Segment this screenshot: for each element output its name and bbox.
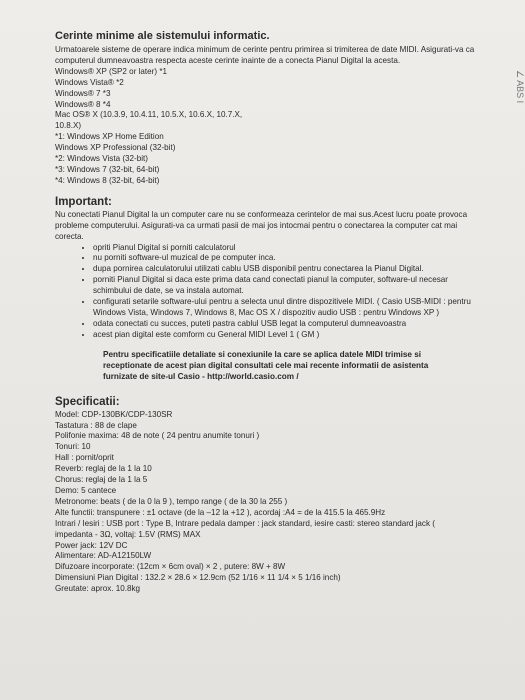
spec-line: Reverb: reglaj de la 1 la 10	[55, 464, 152, 474]
list-item: • opriti Pianul Digital si porniti calculatorul	[93, 243, 475, 254]
os-list	[55, 67, 475, 187]
os-line: Windows® 7 *3	[55, 88, 111, 98]
steps-list	[55, 243, 475, 341]
list-item: • odata conectati cu succes, puteti pastra cablul USB legat la computerul dumneavoastra	[93, 319, 475, 330]
list-item: • dupa pornirea calculatorului utilizati cablu USB disponibil pentru conectarea la Pianul Digital.	[93, 264, 475, 275]
spec-line: Polifonie maxima: 48 de note ( 24 pentru anumite tonuri )	[55, 431, 260, 441]
os-line: Mac OS® X (10.3.9, 10.4.11, 10.5.X, 10.6.X, 10.7.X,	[55, 110, 243, 120]
spec-line: Alimentare: AD-A12150LW	[55, 551, 152, 561]
requirements-title: Cerinte minime ale sistemului informatic.	[55, 30, 270, 42]
os-line: Windows® 8 *4	[55, 99, 111, 109]
spec-line: Metronome: beats ( de la 0 la 9 ), tempo range ( de la 30 la 255 )	[55, 496, 288, 506]
important-intro: Nu conectati Pianul Digital la un computer care nu se conformeaza cerintelor de mai sus.Acest lucru poate provoca probleme computerului. Asigurati-va ca urmati pasii de mai jos intocmai pentru o conectarea la computer cat mai corecta.	[55, 209, 468, 241]
spec-line: impedanta - 3Ω, voltaj: 1.5V (RMS) MAX	[55, 529, 201, 539]
specs-title: Specificatii:	[55, 395, 120, 408]
spec-line: Power jack: 12V DC	[55, 540, 128, 550]
os-note: *2: Windows Vista (32-bit)	[55, 154, 148, 164]
os-line: 10.8.X)	[55, 121, 82, 131]
list-item: • acest pian digital este comform cu General MIDI Level 1 ( GM )	[93, 330, 475, 341]
os-note: *4: Windows 8 (32-bit, 64-bit)	[55, 175, 160, 185]
spec-line: Model: CDP-130BK/CDP-130SR	[55, 409, 173, 419]
spec-line: Intrari / Iesiri : USB port : Type B, Intrare pedala damper : jack standard, iesire casti: stereo standard jack (	[55, 518, 435, 528]
list-item: • nu porniti software-ul muzical de pe computer inca.	[93, 253, 475, 264]
spec-line: Demo: 5 cantece	[55, 486, 117, 495]
requirements-intro: Urmatoarele sisteme de operare indica minimum de cerinte pentru primirea si trimiterea de date MIDI. Asigurati-va ca computerul dumneavoastra respecta aceste cerinte inainte de a conecta Pianul Digital la acesta.	[55, 45, 475, 65]
page-edge-text: ∠ ABS I	[515, 70, 525, 104]
os-line: Windows® XP (SP2 or later) *1	[55, 66, 167, 76]
os-line: Windows Vista® *2	[55, 77, 124, 87]
list-item: • configurati setarile software-ului pentru a selecta unul dintre dispozitivele MIDI. ( Casio USB-MIDI : pentru Windows Vista, Windows 7, Windows 8, Mac OS X / dispozitiv audio USB : pentru Windows XP )	[93, 297, 475, 319]
document-content	[55, 30, 475, 595]
spec-line: Dimensiuni Pian Digital : 132.2 × 28.6 × 12.9cm (52 1/16 × 11 1/4 × 5 1/16 inch)	[55, 573, 341, 583]
spec-line: Chorus: reglaj de la 1 la 5	[55, 475, 148, 485]
list-item: • porniti Pianul Digital si daca este prima data cand conectati pianul la computer, software-ul necesar schimbului de date, se va instala automat.	[93, 275, 475, 297]
os-note: Windows XP Professional (32-bit)	[55, 143, 176, 153]
important-title: Important:	[55, 195, 112, 208]
important-section	[55, 196, 475, 382]
os-note: *3: Windows 7 (32-bit, 64-bit)	[55, 164, 160, 174]
spec-line: Difuzoare incorporate: (12cm × 6cm oval) × 2 , putere: 8W + 8W	[55, 562, 286, 572]
spec-line: Greutate: aprox. 10.8kg	[55, 584, 141, 594]
support-note: Pentru specificatiile detaliate si conexiunile la care se aplica datele MIDI trimise si receptionate de acest pian digital consultati cele mai recente informatii de asistenta furnizate de site-ul Casio - http://world.casio.com /	[103, 349, 429, 381]
specs-section	[55, 396, 475, 595]
spec-line: Tastatura : 88 de clape	[55, 420, 137, 430]
spec-line: Alte functii: transpunere : ±1 octave (de la –12 la +12 ), acordaj :A4 = de la 415.5 la 465.9Hz	[55, 507, 386, 517]
requirements-section	[55, 30, 475, 187]
os-note: *1: Windows XP Home Edition	[55, 132, 164, 142]
spec-line: Tonuri: 10	[55, 442, 91, 452]
spec-line: Hall : pornit/oprit	[55, 453, 114, 463]
specs-list	[55, 410, 475, 595]
